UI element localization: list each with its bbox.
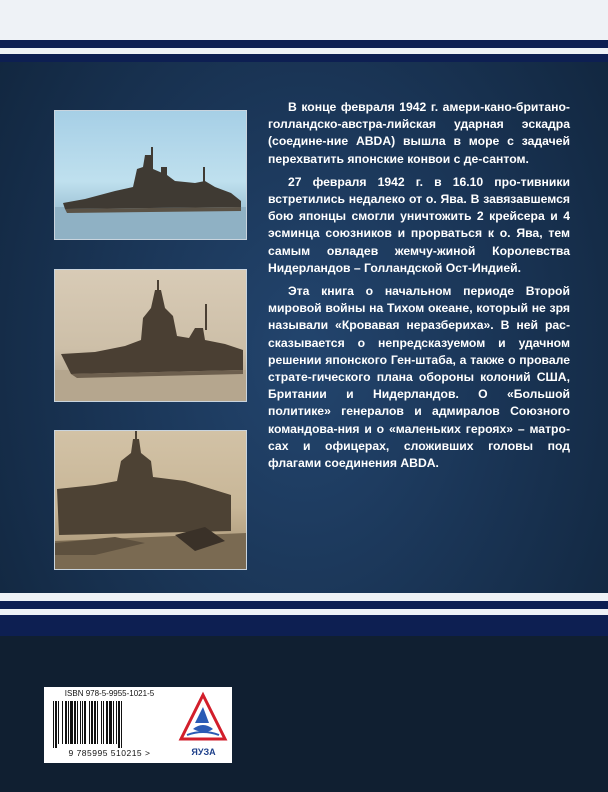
cruiser-photo-1-image xyxy=(55,111,246,239)
cruiser-photo-2-image xyxy=(55,270,246,401)
blurb-paragraph-1: В конце февраля 1942 г. амери-кано-британо-голландско-австра-лийская ударная эскадра (соедине-ние ABDA) вышла в море с задачей перехватить японские конвои с де-сантом. xyxy=(268,100,570,166)
barcode-box xyxy=(44,687,175,763)
bottom-white-stripe-1 xyxy=(0,593,608,601)
barcode-digits: 9 785995 510215 > xyxy=(68,748,151,758)
top-navy-stripe-1 xyxy=(0,40,608,48)
cruiser-photo-3-image xyxy=(55,431,246,569)
blurb-paragraph-3: Эта книга о начальном периоде Второй мировой войны на Тихом океане, который не зря называли «Кровавая неразбериха». В ней рас-сказывается о непредсказуемом и удачном решении японского Ген-штаба, а также о провале страте-гического плана обороны колоний США, Британии и Нидерландов. О «Большой политике» генералов и адмиралов Союзного командова-ния и о «маленьких героях» – матро-сах и офицерах, сложивших головы под флагами соединения ABDA. xyxy=(268,284,570,471)
publisher-logo xyxy=(175,687,232,763)
cruiser-photo-3 xyxy=(54,430,247,570)
cover-blurb xyxy=(268,99,570,478)
bottom-navy-band xyxy=(0,615,608,636)
cruiser-photo-1 xyxy=(54,110,247,240)
publisher-logo-icon xyxy=(175,687,232,747)
top-white-band xyxy=(0,0,608,40)
bottom-navy-stripe-1 xyxy=(0,601,608,609)
isbn-label: ISBN 978-5-9955-1021-5 xyxy=(64,689,155,698)
cruiser-photo-2 xyxy=(54,269,247,402)
top-navy-stripe-2 xyxy=(0,54,608,62)
blurb-paragraph-2: 27 февраля 1942 г. в 16.10 про-тивники встретились недалеко от о. Ява. В завязавшемся бою японцы смогли уничтожить 2 крейсера и 4 эсминца союзников и прорваться к о. Ява, тем самым овладев жемчу-жиной Королевства Нидерландов – Голландской Ост-Индией. xyxy=(268,174,570,275)
barcode-icon xyxy=(52,701,167,748)
publisher-name: ЯУЗА xyxy=(191,747,216,757)
